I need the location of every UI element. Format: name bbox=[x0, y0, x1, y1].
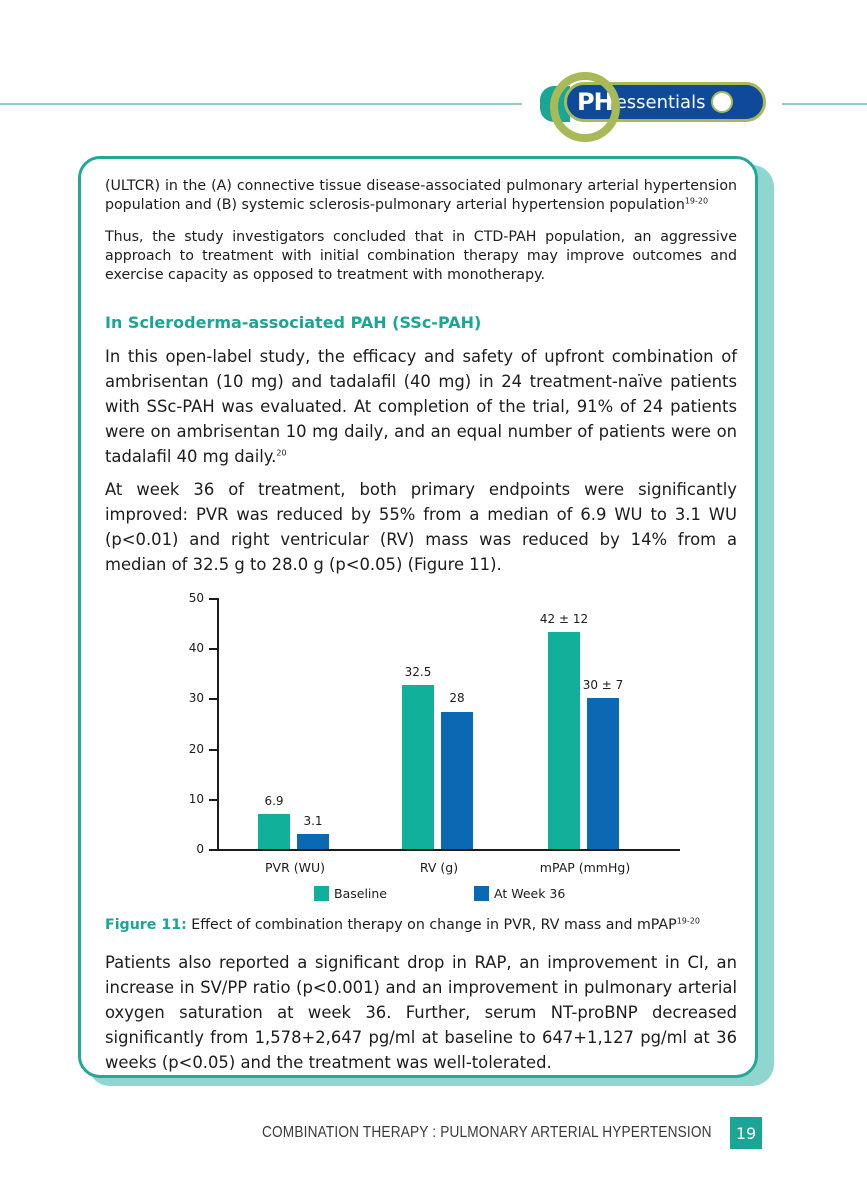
y-tick-label: 20 bbox=[188, 742, 204, 756]
paragraph-1-text: In this open-label study, the efficacy and safety of upfront combination of ambrisentan (10 mg) and tadalafil (40 mg) in 24 treatment-naïve patients with SSc-PAH was evaluated. At completion of the trial, 91% of 24 patients were on ambrisentan 10 mg daily, and an equal number of patients were on tadalafil 40 mg daily. bbox=[105, 347, 737, 466]
bar-value-label: 42 ± 12 bbox=[539, 612, 589, 626]
bar-value-label: 6.9 bbox=[264, 794, 284, 808]
legend-week36 bbox=[474, 886, 565, 901]
y-tick-label: 50 bbox=[188, 591, 204, 605]
bar-value-label: 28 bbox=[449, 691, 465, 705]
y-tick bbox=[209, 698, 218, 700]
bar-rv-week36 bbox=[441, 712, 473, 849]
y-tick bbox=[209, 849, 218, 851]
paragraph-3-text: Patients also reported a significant drop in RAP, an improvement in CI, an increase in SV/PP ratio (p<0.001) and an improvement in pulmonary arterial oxygen saturation at week 36. Further, serum NT-proBNP decreased significantly from 1,578+2,647 pg/ml at baseline to 647+1,127 pg/ml at 36 weeks (p<0.05) and the treatment was well-tolerated. bbox=[105, 953, 737, 1072]
lungs-icon bbox=[711, 91, 733, 113]
y-tick-label: 0 bbox=[196, 842, 204, 856]
x-category-label: PVR (WU) bbox=[264, 860, 325, 875]
logo-ring bbox=[550, 72, 620, 142]
y-tick-label: 40 bbox=[188, 641, 204, 655]
y-axis bbox=[217, 598, 219, 851]
intro-text: (ULTCR) in the (A) connective tissue disease-associated pulmonary arterial hypertension population and (B) systemic sclerosis-pulmonary arterial hypertension population bbox=[105, 178, 737, 213]
figure-label: Figure 11: bbox=[105, 917, 187, 933]
legend-baseline bbox=[314, 886, 387, 901]
y-tick-label: 10 bbox=[188, 792, 204, 806]
y-tick bbox=[209, 799, 218, 801]
legend-swatch-week36 bbox=[474, 886, 489, 901]
logo-ph-text: PH bbox=[577, 88, 613, 116]
ph-essentials-logo bbox=[536, 70, 772, 136]
paragraph-1 bbox=[105, 344, 737, 469]
y-tick bbox=[209, 648, 218, 650]
figure-caption-text: Effect of combination therapy on change in PVR, RV mass and mPAP bbox=[186, 917, 677, 933]
paragraph-2 bbox=[105, 477, 737, 577]
footer-title: COMBINATION THERAPY : PULMONARY ARTERIAL HYPERTENSION bbox=[262, 1124, 712, 1141]
bar-mpap-baseline bbox=[548, 632, 580, 849]
legend-swatch-baseline bbox=[314, 886, 329, 901]
figure-reference: 19-20 bbox=[676, 916, 700, 926]
paragraph-3 bbox=[105, 950, 737, 1075]
y-tick bbox=[209, 749, 218, 751]
bar-value-label: 32.5 bbox=[404, 665, 432, 679]
bar-rv-baseline bbox=[402, 685, 434, 849]
conclusion-paragraph bbox=[105, 228, 737, 285]
x-axis bbox=[217, 849, 680, 851]
legend-label: At Week 36 bbox=[494, 886, 566, 901]
legend-label: Baseline bbox=[334, 886, 387, 901]
intro-paragraph bbox=[105, 177, 737, 215]
header-rule-left bbox=[0, 103, 522, 105]
page-number: 19 bbox=[730, 1117, 762, 1149]
bar-pvr-week36 bbox=[297, 834, 329, 849]
bar-value-label: 30 ± 7 bbox=[582, 678, 624, 692]
x-category-label: mPAP (mmHg) bbox=[539, 860, 631, 875]
conclusion-text: Thus, the study investigators concluded that in CTD-PAH population, an aggressive approach to treatment with initial combination therapy may improve outcomes and exercise capacity as opposed to treatment with monotherapy. bbox=[105, 229, 737, 283]
x-category-label: RV (g) bbox=[419, 860, 459, 875]
bar-chart bbox=[160, 588, 680, 908]
figure-caption bbox=[105, 917, 737, 933]
paragraph-1-reference: 20 bbox=[276, 448, 287, 458]
section-heading: In Scleroderma-associated PAH (SSc-PAH) bbox=[105, 313, 482, 332]
bar-value-label: 3.1 bbox=[303, 814, 323, 828]
intro-reference: 19-20 bbox=[684, 196, 709, 206]
logo-essentials-text: essentials bbox=[615, 91, 706, 113]
bar-mpap-week36 bbox=[587, 698, 619, 849]
y-tick-label: 30 bbox=[188, 691, 204, 705]
header-rule-right bbox=[782, 103, 867, 105]
y-tick bbox=[209, 598, 218, 600]
paragraph-2-text: At week 36 of treatment, both primary endpoints were significantly improved: PVR was reduced by 55% from a median of 6.9 WU to 3.1 WU (p<0.01) and right ventricular (RV) mass was reduced by 14% from a median of 32.5 g to 28.0 g (p<0.05) (Figure 11). bbox=[105, 480, 737, 574]
